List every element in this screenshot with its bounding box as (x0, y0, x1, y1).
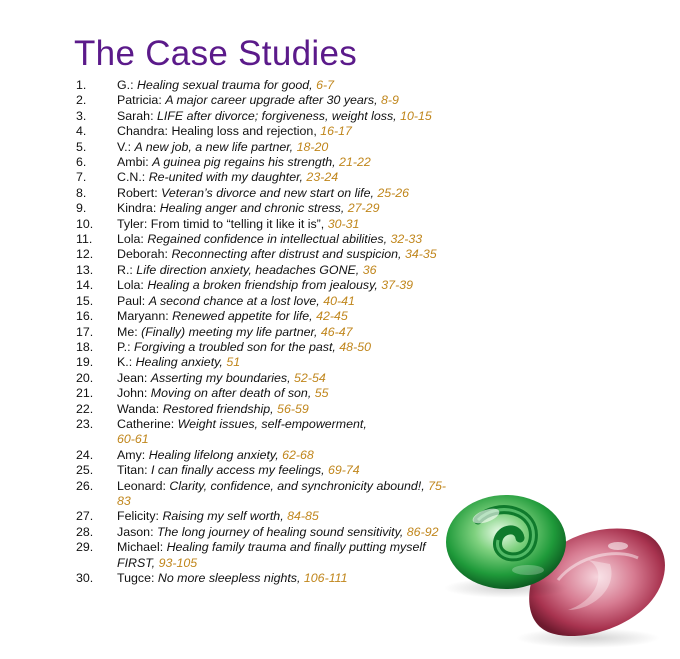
entry-name: Ambi: (117, 155, 149, 170)
entry-description: Forgiving a troubled son for the past, (134, 339, 336, 354)
entry-description: A guinea pig regains his strength, (152, 155, 336, 170)
entry-body (117, 217, 456, 232)
entry-name: Kindra: (117, 201, 157, 216)
entry-body (117, 124, 456, 139)
entry-pages: 16-17 (320, 124, 352, 139)
case-study-entry (76, 448, 456, 463)
entry-pages: 56-59 (277, 401, 309, 416)
entry-pages: 18-20 (296, 139, 329, 154)
entry-description: I can finally access my feelings, (150, 463, 325, 478)
entry-name: Leonard: (117, 478, 166, 493)
case-study-entry (76, 217, 456, 232)
case-study-entry (76, 355, 456, 370)
entry-body (117, 355, 456, 370)
entry-pages: 60-61 (117, 432, 149, 447)
entry-description: Regained confidence in intellectual abilities, (147, 232, 388, 247)
entry-body (117, 309, 456, 324)
entry-number: 26. (76, 478, 94, 493)
entry-number: 1. (76, 78, 87, 92)
entry-body (117, 402, 456, 417)
entry-name: K.: (117, 355, 133, 370)
case-study-entry (76, 402, 456, 417)
entry-body (117, 448, 456, 463)
entry-number: 29. (76, 540, 94, 555)
entry-number: 2. (76, 93, 87, 108)
entry-body (117, 463, 456, 478)
entry-number: 6. (76, 155, 87, 170)
entry-pages: 36 (362, 262, 377, 277)
entry-pages: 21-22 (339, 155, 371, 170)
entry-name: Felicity: (117, 509, 159, 524)
entry-description: Restored friendship, (162, 401, 274, 416)
entry-body (117, 78, 456, 93)
entry-body (117, 509, 456, 524)
entry-body (117, 109, 456, 124)
entry-number: 7. (76, 170, 87, 185)
entry-name: Lola: (117, 278, 144, 293)
entry-pages: 10-15 (400, 108, 432, 123)
entry-number: 30. (76, 571, 94, 585)
entry-pages: 62-68 (282, 447, 314, 462)
entry-pages: 34-35 (404, 247, 437, 262)
entry-pages: 27-29 (347, 201, 380, 216)
entry-body (117, 479, 456, 510)
entry-pages: 8-9 (381, 93, 399, 108)
entry-name: Jason: (117, 524, 154, 539)
case-study-entry (76, 109, 456, 124)
entry-pages: 84-85 (287, 509, 319, 524)
case-study-entry (76, 371, 456, 386)
entry-description: A major career upgrade after 30 years, (165, 93, 378, 108)
entry-number: 3. (76, 108, 87, 123)
entry-description: Healing anger and chronic stress, (159, 201, 345, 216)
entry-description: LIFE after divorce; forgiveness, weight loss, (156, 108, 397, 123)
case-study-entry (76, 479, 456, 510)
entry-description: Life direction anxiety, headaches GONE, (136, 262, 360, 277)
entry-body (117, 540, 456, 571)
case-study-entry (76, 386, 456, 401)
entry-body (117, 371, 456, 386)
entry-description: Raising my self worth, (162, 509, 284, 524)
entry-body (117, 140, 456, 155)
entry-description: From timid to “telling it like it is”, (150, 216, 325, 231)
entry-number: 10. (76, 216, 94, 231)
entry-pages: 42-45 (316, 309, 348, 324)
entry-description: Healing family trauma and finally putting myself FIRST, (117, 540, 426, 570)
case-study-entry (76, 124, 456, 139)
entry-pages: 93-105 (158, 555, 198, 570)
entry-body (117, 386, 456, 401)
case-study-entry (76, 294, 456, 309)
entry-name: Paul: (117, 293, 146, 308)
case-study-entry (76, 525, 456, 540)
entry-pages: 51 (226, 355, 241, 370)
entry-number: 16. (76, 309, 94, 324)
entry-body (117, 93, 456, 108)
case-study-entry (76, 232, 456, 247)
entry-description: Renewed appetite for life, (172, 309, 313, 324)
entry-description: Healing lifelong anxiety, (148, 447, 279, 462)
case-study-entry (76, 170, 456, 185)
entry-number: 21. (76, 386, 94, 401)
entry-name: Lola: (117, 232, 144, 247)
entry-pages: 69-74 (327, 463, 360, 478)
case-study-entry (76, 155, 456, 170)
entry-pages: 32-33 (390, 232, 423, 247)
case-study-entry (76, 509, 456, 524)
entry-description: Clarity, confidence, and synchronicity abound!, (169, 478, 425, 493)
entry-number: 25. (76, 463, 94, 478)
case-study-entry (76, 263, 456, 278)
entry-description: The long journey of healing sound sensitivity, (156, 524, 404, 539)
entry-body (117, 340, 456, 355)
case-study-entry (76, 278, 456, 293)
entry-name: Catherine: (117, 416, 175, 431)
entry-name: Me: (117, 324, 138, 339)
entry-pages: 55 (314, 386, 329, 401)
entry-body (117, 263, 456, 278)
entry-body (117, 525, 456, 540)
entry-number: 19. (76, 355, 94, 370)
case-study-entry (76, 540, 456, 571)
entry-description: Healing a broken friendship from jealousy, (147, 278, 378, 293)
entry-description: Healing sexual trauma for good, (136, 78, 313, 92)
entry-pages: 25-26 (377, 185, 410, 200)
entry-body (117, 170, 456, 185)
case-study-entry (76, 247, 456, 262)
entry-number: 20. (76, 370, 94, 385)
green-glass-stone (444, 495, 568, 598)
entry-pages: 40-41 (323, 293, 355, 308)
entry-name: Patricia: (117, 93, 162, 108)
case-study-entry (76, 417, 456, 448)
entry-name: Jean: (117, 370, 148, 385)
entry-number: 5. (76, 139, 87, 154)
page-title: The Case Studies (74, 34, 358, 73)
entry-number: 4. (76, 124, 87, 139)
entry-description: Asserting my boundaries, (150, 370, 291, 385)
entry-description: No more sleepless nights, (157, 571, 301, 585)
case-study-entry (76, 93, 456, 108)
entry-name: V.: (117, 139, 132, 154)
entry-body (117, 155, 456, 170)
entry-number: 8. (76, 185, 87, 200)
entry-pages: 86-92 (406, 524, 439, 539)
entry-name: Chandra: (117, 124, 168, 139)
entry-number: 14. (76, 278, 94, 293)
entry-number: 11. (76, 232, 93, 247)
entry-name: C.N.: (117, 170, 146, 185)
entry-body (117, 278, 456, 293)
entry-pages: 75-83 (117, 478, 447, 508)
entry-name: R.: (117, 262, 133, 277)
entry-description: Veteran’s divorce and new start on life, (161, 185, 374, 200)
entry-name: Tugce: (117, 571, 155, 585)
entry-description: Weight issues, self-empowerment, (177, 416, 367, 431)
case-study-entry (76, 340, 456, 355)
entry-number: 23. (76, 416, 94, 431)
entry-pages: 52-54 (294, 370, 326, 385)
entry-name: Titan: (117, 463, 148, 478)
entry-pages: 37-39 (381, 278, 413, 293)
entry-name: Maryann: (117, 309, 169, 324)
entry-pages: 23-24 (306, 170, 339, 185)
entry-description: Healing anxiety, (135, 355, 223, 370)
entry-number: 24. (76, 447, 94, 462)
entry-body (117, 571, 456, 586)
entry-description: Healing loss and rejection, (171, 124, 317, 139)
entry-number: 13. (76, 262, 94, 277)
case-study-entry (76, 201, 456, 216)
entry-body (117, 247, 456, 262)
entry-name: Amy: (117, 447, 146, 462)
entry-description: A second chance at a lost love, (148, 293, 320, 308)
entry-pages: 48-50 (339, 339, 371, 354)
entry-description: Re-united with my daughter, (148, 170, 303, 185)
entry-description: Moving on after death of son, (150, 386, 312, 401)
entry-description: A new job, a new life partner, (134, 139, 294, 154)
entry-name: Sarah: (117, 108, 154, 123)
entry-name: John: (117, 386, 148, 401)
entry-name: P.: (117, 339, 131, 354)
entry-body (117, 186, 456, 201)
entry-number: 27. (76, 509, 94, 524)
case-study-entry (76, 186, 456, 201)
case-study-entry (76, 78, 456, 93)
case-study-entry (76, 309, 456, 324)
entry-number: 12. (76, 247, 94, 262)
case-study-entry (76, 463, 456, 478)
entry-body (117, 232, 456, 247)
entry-body (117, 201, 456, 216)
entry-number: 15. (76, 293, 94, 308)
entry-pages: 6-7 (316, 78, 334, 92)
entry-name: Wanda: (117, 401, 160, 416)
glass-stones-image (438, 460, 678, 650)
entry-number: 22. (76, 401, 94, 416)
entry-body (117, 417, 456, 448)
entry-name: Tyler: (117, 216, 148, 231)
case-study-entry (76, 571, 456, 586)
case-study-list (76, 78, 456, 586)
entry-body (117, 325, 456, 340)
entry-pages: 106-111 (303, 571, 348, 585)
entry-name: Deborah: (117, 247, 168, 262)
entry-name: Michael: (117, 540, 164, 555)
entry-body (117, 294, 456, 309)
entry-number: 18. (76, 339, 94, 354)
entry-name: Robert: (117, 185, 158, 200)
entry-number: 9. (76, 201, 87, 216)
case-study-entry (76, 325, 456, 340)
entry-description: (Finally) meeting my life partner, (141, 324, 318, 339)
entry-number: 17. (76, 324, 94, 339)
entry-description: Reconnecting after distrust and suspicion, (171, 247, 402, 262)
case-study-entry (76, 140, 456, 155)
entry-pages: 30-31 (327, 216, 360, 231)
entry-number: 28. (76, 524, 94, 539)
entry-name: G.: (117, 78, 134, 92)
entry-pages: 46-47 (320, 324, 353, 339)
